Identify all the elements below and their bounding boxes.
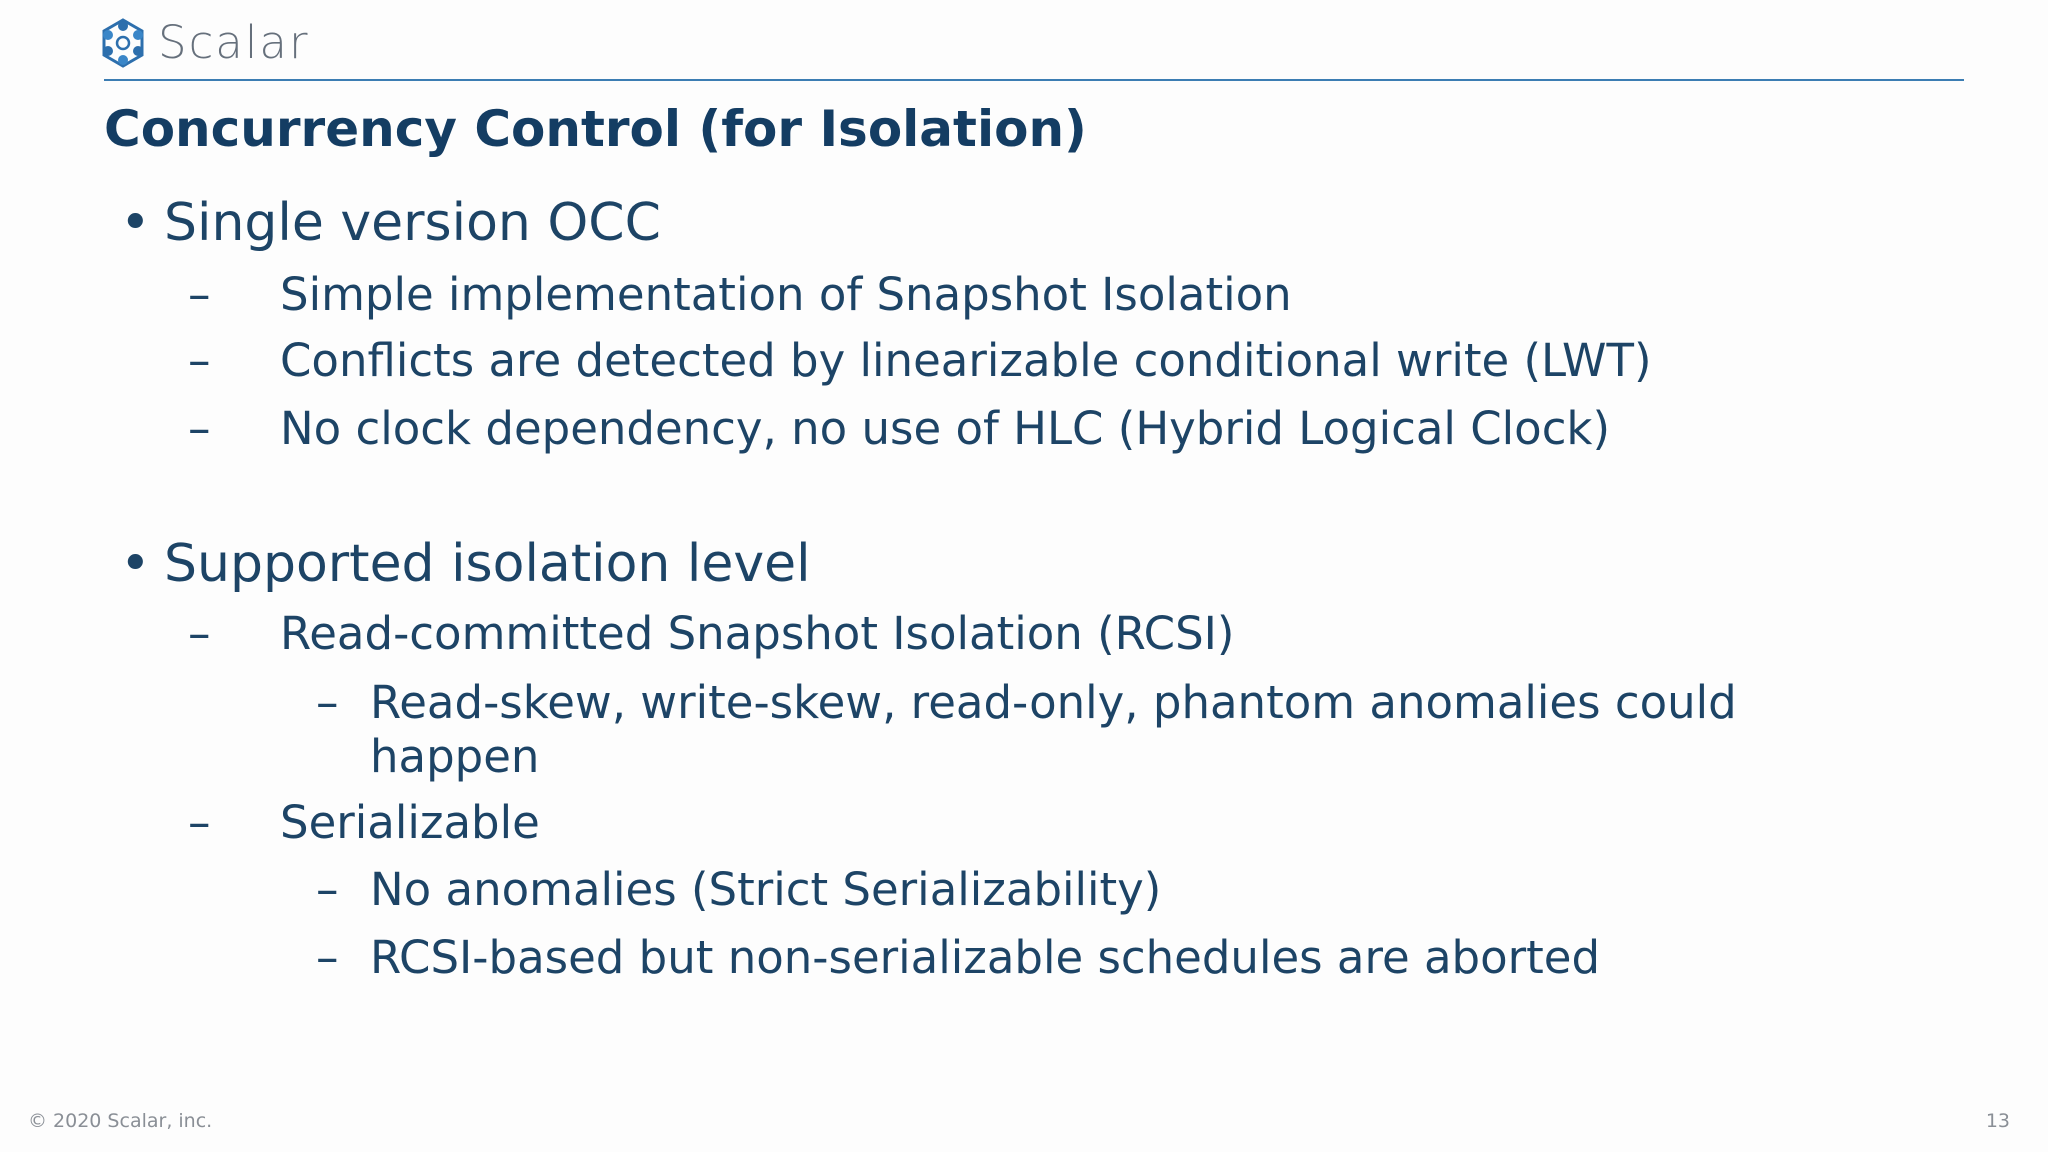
sub-sub-item <box>316 675 1737 730</box>
dash-marker: – <box>316 931 339 984</box>
sub-item <box>188 331 1652 391</box>
sub-item-text: Read-committed Snapshot Isolation (RCSI) <box>280 607 1235 660</box>
sub-item <box>188 604 1235 664</box>
sub-item-text: Simple implementation of Snapshot Isolation <box>280 268 1292 321</box>
sub-sub-item-text: No anomalies (Strict Serializability) <box>370 863 1162 916</box>
sub-sub-item <box>316 930 1601 985</box>
sub-sub-item-text: happen <box>370 730 540 783</box>
page-number: 13 <box>1985 1110 2010 1132</box>
dash-marker: – <box>188 268 211 321</box>
sub-item <box>188 265 1292 325</box>
sub-sub-item-text: RCSI-based but non-serializable schedules are aborted <box>370 931 1601 984</box>
bullet-item <box>120 534 811 594</box>
sub-sub-item-text: Read-skew, write-skew, read-only, phantom anomalies could <box>370 676 1737 729</box>
sub-item <box>188 793 540 853</box>
dash-marker: – <box>316 676 339 729</box>
slide-title: Concurrency Control (for Isolation) <box>104 100 1087 158</box>
dash-marker: – <box>188 796 211 849</box>
bullet-marker: • <box>120 534 151 594</box>
dash-marker: – <box>316 863 339 916</box>
logo-wordmark: Scalar <box>158 16 310 69</box>
bullet-text: Single version OCC <box>164 193 661 253</box>
dash-marker: – <box>188 334 211 387</box>
sub-item-text: Serializable <box>280 796 540 849</box>
sub-item-text: No clock dependency, no use of HLC (Hybrid Logical Clock) <box>280 402 1611 455</box>
dash-marker: – <box>188 607 211 660</box>
sub-item <box>188 399 1611 459</box>
bullet-marker: • <box>120 193 151 253</box>
sub-sub-item-continuation <box>370 729 539 784</box>
bullet-text: Supported isolation level <box>164 534 811 594</box>
bullet-item <box>120 193 661 253</box>
sub-item-text: Conflicts are detected by linearizable conditional write (LWT) <box>280 334 1652 387</box>
sub-sub-item <box>316 862 1162 917</box>
dash-marker: – <box>188 402 211 455</box>
copyright-notice: © 2020 Scalar, inc. <box>28 1110 213 1132</box>
